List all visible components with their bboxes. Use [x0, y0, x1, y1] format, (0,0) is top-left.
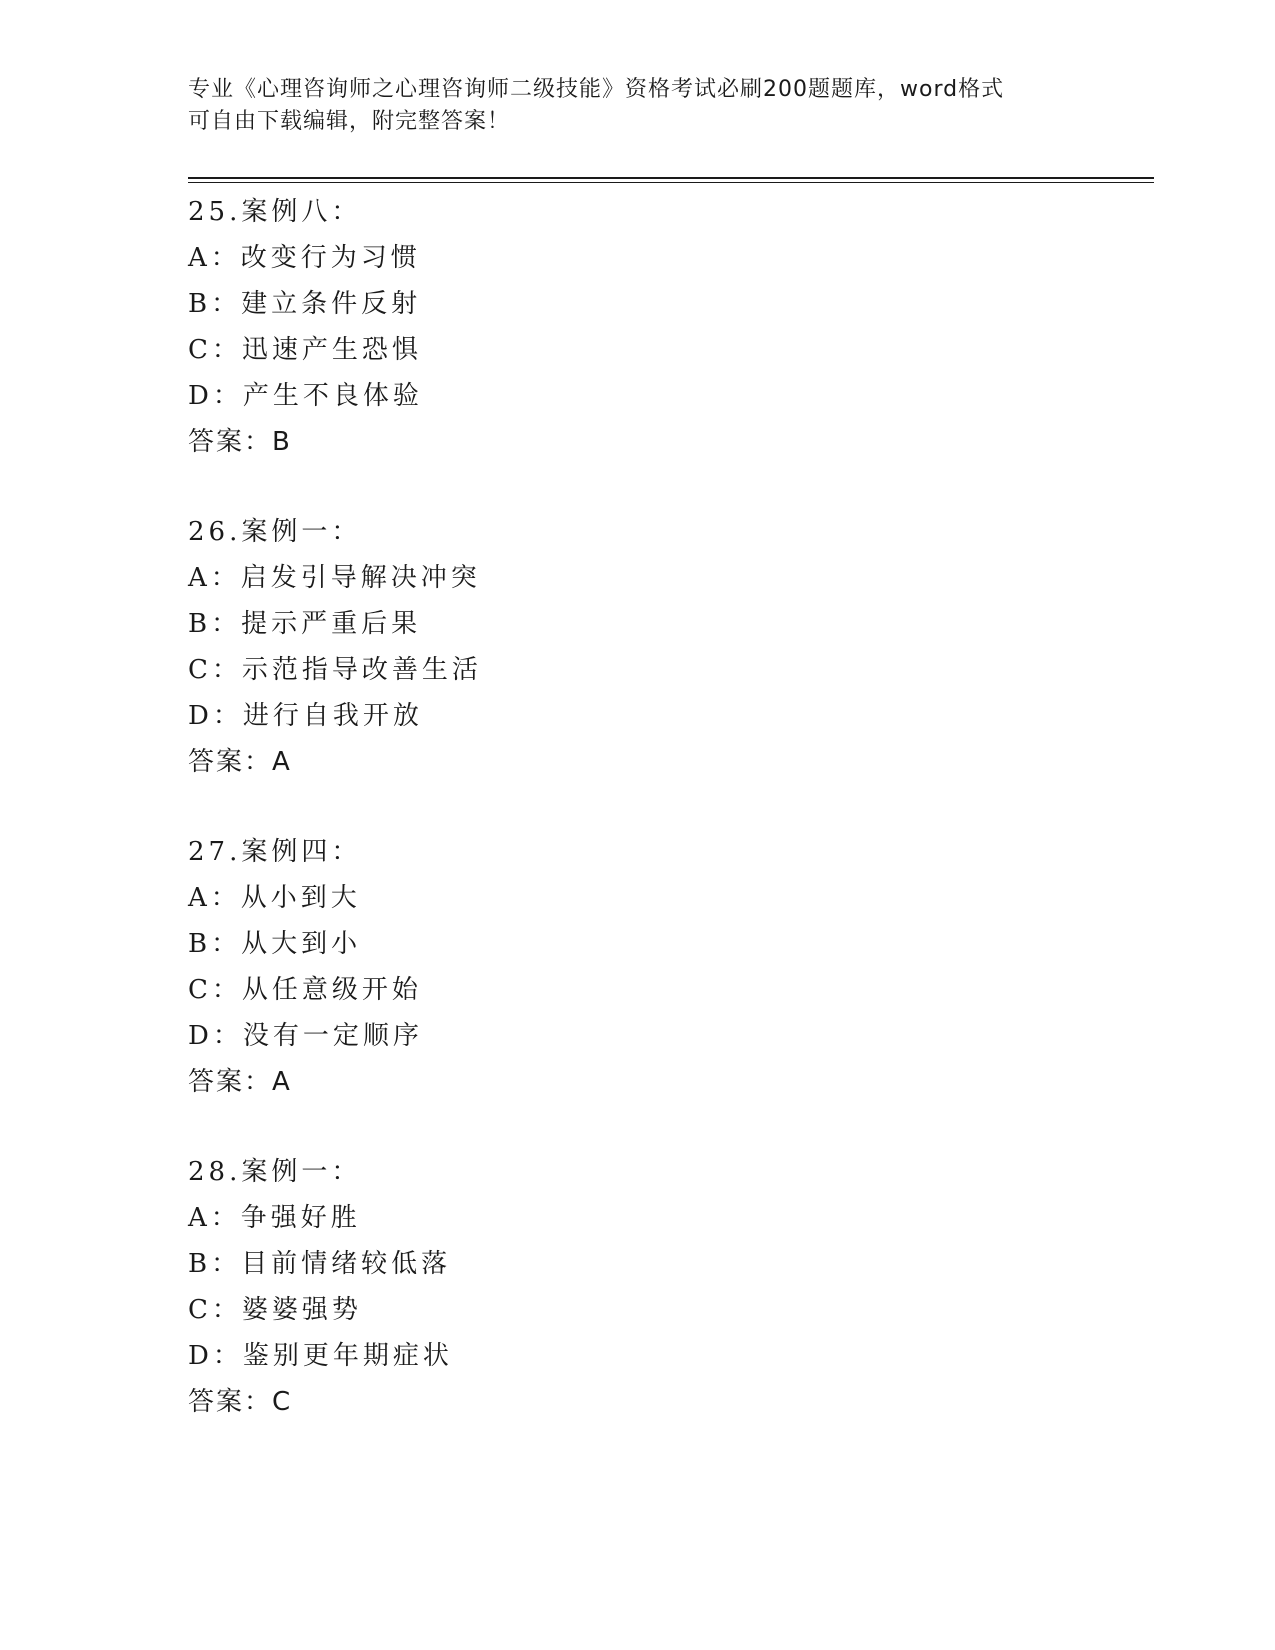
header-divider-thick	[188, 177, 1154, 179]
question-title: 27.案例四：	[188, 837, 362, 867]
question-title: 25.案例八：	[188, 197, 362, 227]
option-b: B：建立条件反射	[188, 289, 422, 319]
answer-line: 答案：B	[188, 427, 292, 457]
document-header	[188, 74, 1088, 138]
option-c: C：从任意级开始	[188, 975, 422, 1005]
option-a: A：争强好胜	[188, 1203, 361, 1233]
option-b: B：从大到小	[188, 929, 362, 959]
header-line-1: 专业《心理咨询师之心理咨询师二级技能》资格考试必刷200题题库，word格式	[188, 77, 1005, 102]
question-25	[188, 189, 1088, 465]
option-d: D：鉴别更年期症状	[188, 1341, 453, 1371]
option-a: A：从小到大	[188, 883, 361, 913]
option-d: D：产生不良体验	[188, 381, 423, 411]
question-title: 28.案例一：	[188, 1157, 362, 1187]
option-c: C：示范指导改善生活	[188, 655, 482, 685]
answer-line: 答案：A	[188, 1067, 292, 1097]
option-a: A：改变行为习惯	[188, 243, 421, 273]
option-d: D：没有一定顺序	[188, 1021, 423, 1051]
option-a: A：启发引导解决冲突	[188, 563, 481, 593]
question-28	[188, 1149, 1088, 1425]
option-c: C：迅速产生恐惧	[188, 335, 422, 365]
option-d: D：进行自我开放	[188, 701, 423, 731]
header-divider-thin	[188, 182, 1154, 183]
question-title: 26.案例一：	[188, 517, 362, 547]
option-b: B：目前情绪较低落	[188, 1249, 452, 1279]
option-b: B：提示严重后果	[188, 609, 422, 639]
answer-line: 答案：A	[188, 747, 292, 777]
option-c: C：婆婆强势	[188, 1295, 362, 1325]
answer-line: 答案：C	[188, 1387, 293, 1417]
question-27	[188, 829, 1088, 1105]
question-26	[188, 509, 1088, 785]
header-line-2: 可自由下载编辑，附完整答案！	[188, 109, 511, 134]
